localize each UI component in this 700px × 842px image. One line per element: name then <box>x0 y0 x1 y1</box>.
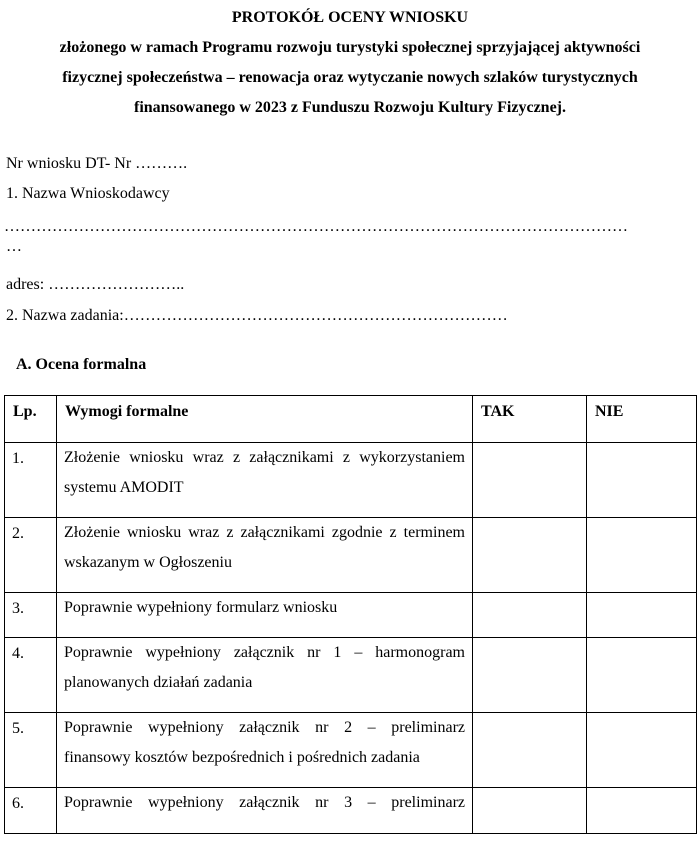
nie-checkbox-cell[interactable] <box>587 713 697 788</box>
tak-checkbox-cell[interactable] <box>473 593 587 638</box>
row-number: 4. <box>5 638 57 713</box>
formal-requirements-table <box>4 395 697 834</box>
applicant-name-dots: ……………………………………………………………………………………………………… <box>4 218 628 235</box>
row-number: 1. <box>5 443 57 518</box>
table-header-row <box>5 396 697 443</box>
row-number: 2. <box>5 518 57 593</box>
table-row <box>5 713 697 788</box>
tak-checkbox-cell[interactable] <box>473 788 587 834</box>
task-name-field: 2. Nazwa zadania:……………………………………………………………… <box>6 307 508 324</box>
column-header-lp: Lp. <box>5 396 57 443</box>
section-heading-formal-evaluation: A. Ocena formalna <box>16 356 147 373</box>
requirement-cell: Złożenie wniosku wraz z załącznikami z wykorzystaniem systemu AMODIT <box>57 443 473 518</box>
table-row <box>5 788 697 834</box>
tak-checkbox-cell[interactable] <box>473 443 587 518</box>
nie-checkbox-cell[interactable] <box>587 788 697 834</box>
row-number: 6. <box>5 788 57 834</box>
tak-checkbox-cell[interactable] <box>473 638 587 713</box>
requirement-cell: Poprawnie wypełniony formularz wniosku <box>57 593 473 638</box>
requirement-cell: Poprawnie wypełniony załącznik nr 1 – harmonogram planowanych działań zadania <box>57 638 473 713</box>
column-header-requirements: Wymogi formalne <box>57 396 473 443</box>
nie-checkbox-cell[interactable] <box>587 518 697 593</box>
tak-checkbox-cell[interactable] <box>473 713 587 788</box>
requirement-cell: Złożenie wniosku wraz z załącznikami zgodnie z terminem wskazanym w Ogłoszeniu <box>57 518 473 593</box>
applicant-name-dots-continuation: … <box>6 238 22 255</box>
requirement-cell: Poprawnie wypełniony załącznik nr 3 – preliminarz <box>57 788 473 834</box>
applicant-name-label: 1. Nazwa Wnioskodawcy <box>6 185 170 202</box>
row-number: 3. <box>5 593 57 638</box>
nie-checkbox-cell[interactable] <box>587 593 697 638</box>
table-row <box>5 593 697 638</box>
document-subtitle-line-2: fizycznej społeczeństwa – renowacja oraz wytyczanie nowych szlaków turystycznych <box>62 69 638 86</box>
tak-checkbox-cell[interactable] <box>473 518 587 593</box>
column-header-nie: NIE <box>587 396 697 443</box>
application-number-field: Nr wniosku DT- Nr ………. <box>6 155 188 172</box>
nie-checkbox-cell[interactable] <box>587 443 697 518</box>
table-row <box>5 443 697 518</box>
nie-checkbox-cell[interactable] <box>587 638 697 713</box>
document-title: PROTOKÓŁ OCENY WNIOSKU <box>231 9 469 26</box>
document-subtitle-line-3: finansowanego w 2023 z Funduszu Rozwoju Kultury Fizycznej. <box>133 99 566 116</box>
document-subtitle-line-1: złożonego w ramach Programu rozwoju turystyki społecznej sprzyjającej aktywności <box>59 39 641 56</box>
requirement-cell: Poprawnie wypełniony załącznik nr 2 – preliminarz finansowy kosztów bezpośrednich i pośrednich zadania <box>57 713 473 788</box>
table-row <box>5 518 697 593</box>
column-header-tak: TAK <box>473 396 587 443</box>
address-field: adres: …………………….. <box>6 276 185 293</box>
table-row <box>5 638 697 713</box>
row-number: 5. <box>5 713 57 788</box>
